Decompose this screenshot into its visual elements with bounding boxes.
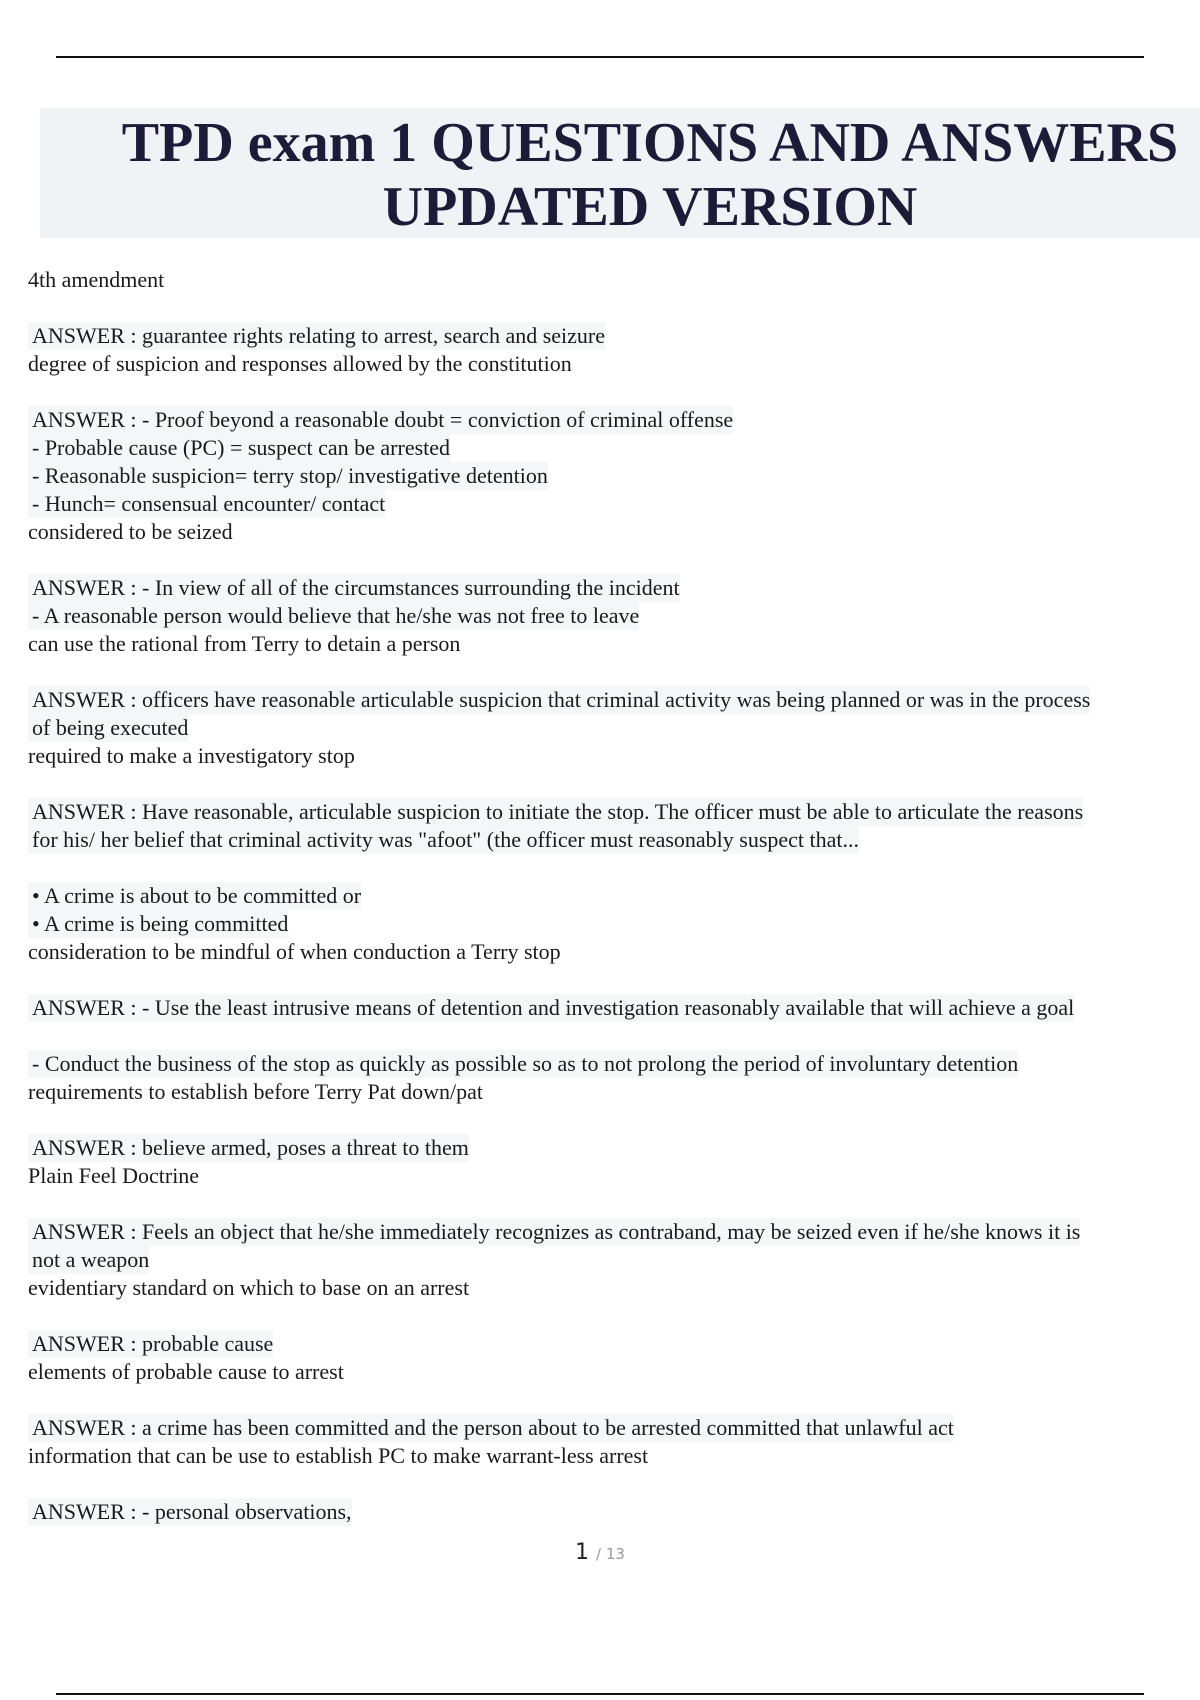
answer-block	[28, 406, 1200, 518]
question-text	[28, 266, 1200, 294]
question-line: can use the rational from Terry to detain a person	[28, 631, 461, 656]
question-line: elements of probable cause to arrest	[28, 1359, 344, 1384]
page-total: / 13	[596, 1545, 625, 1563]
qa-content	[28, 266, 1200, 1526]
question-line: required to make a investigatory stop	[28, 743, 355, 768]
answer-line: ANSWER : - Proof beyond a reasonable doubt = conviction of criminal offense	[28, 406, 1200, 434]
page-indicator	[0, 1540, 1200, 1565]
title-line-2: UPDATED VERSION	[382, 176, 918, 238]
paragraph-gap	[28, 1470, 1200, 1498]
question-text	[28, 938, 1200, 966]
question-line: Plain Feel Doctrine	[28, 1163, 200, 1188]
answer-line: ANSWER : Have reasonable, articulable suspicion to initiate the stop. The officer must be able to articulate the reasons	[28, 798, 1200, 826]
question-text	[28, 1442, 1200, 1470]
question-text	[28, 518, 1200, 546]
paragraph-gap	[28, 1106, 1200, 1134]
answer-block	[28, 1218, 1200, 1274]
page-current: 1	[575, 1540, 590, 1565]
question-text	[28, 1078, 1200, 1106]
paragraph-gap	[28, 1386, 1200, 1414]
answer-line: • A crime is about to be committed or	[28, 882, 1200, 910]
blank-line	[28, 1022, 1200, 1050]
answer-block	[28, 574, 1200, 630]
answer-line: not a weapon	[28, 1246, 1200, 1274]
bottom-rule	[56, 1693, 1144, 1695]
question-text	[28, 1274, 1200, 1302]
answer-line: - Probable cause (PC) = suspect can be arrested	[28, 434, 1200, 462]
answer-block	[28, 1134, 1200, 1162]
document-title	[40, 108, 1200, 238]
question-text	[28, 1162, 1200, 1190]
answer-line: ANSWER : officers have reasonable articulable suspicion that criminal activity was being planned or was in the process	[28, 686, 1200, 714]
answer-line: ANSWER : guarantee rights relating to arrest, search and seizure	[28, 322, 1200, 350]
answer-block	[28, 798, 1200, 938]
question-text	[28, 350, 1200, 378]
answer-line: - Hunch= consensual encounter/ contact	[28, 490, 1200, 518]
answer-line: - Reasonable suspicion= terry stop/ investigative detention	[28, 462, 1200, 490]
question-line: requirements to establish before Terry Pat down/pat	[28, 1079, 484, 1104]
blank-line	[28, 854, 1200, 882]
question-text	[28, 630, 1200, 658]
title-line-1: TPD exam 1 QUESTIONS AND ANSWERS	[121, 112, 1179, 174]
paragraph-gap	[28, 546, 1200, 574]
question-line: considered to be seized	[28, 519, 233, 544]
paragraph-gap	[28, 966, 1200, 994]
answer-block	[28, 1330, 1200, 1358]
paragraph-gap	[28, 658, 1200, 686]
answer-line: • A crime is being committed	[28, 910, 1200, 938]
answer-line: ANSWER : believe armed, poses a threat to them	[28, 1134, 1200, 1162]
paragraph-gap	[28, 378, 1200, 406]
answer-line: ANSWER : probable cause	[28, 1330, 1200, 1358]
question-line: degree of suspicion and responses allowed by the constitution	[28, 351, 572, 376]
paragraph-gap	[28, 294, 1200, 322]
answer-block	[28, 994, 1200, 1078]
answer-line: ANSWER : Feels an object that he/she immediately recognizes as contraband, may be seized even if he/she knows it is	[28, 1218, 1200, 1246]
answer-line: ANSWER : - personal observations,	[28, 1498, 1200, 1526]
answer-line: ANSWER : - Use the least intrusive means of detention and investigation reasonably available that will achieve a goal	[28, 994, 1200, 1022]
paragraph-gap	[28, 770, 1200, 798]
question-line: information that can be use to establish PC to make warrant-less arrest	[28, 1443, 649, 1468]
top-rule	[56, 56, 1144, 58]
question-line: consideration to be mindful of when conduction a Terry stop	[28, 939, 561, 964]
answer-line: - A reasonable person would believe that he/she was not free to leave	[28, 602, 1200, 630]
question-text	[28, 742, 1200, 770]
answer-line: ANSWER : - In view of all of the circumstances surrounding the incident	[28, 574, 1200, 602]
answer-line: ANSWER : a crime has been committed and the person about to be arrested committed that unlawful act	[28, 1414, 1200, 1442]
paragraph-gap	[28, 1190, 1200, 1218]
question-line: 4th amendment	[28, 267, 165, 292]
answer-block	[28, 1498, 1200, 1526]
question-line: evidentiary standard on which to base on an arrest	[28, 1275, 470, 1300]
answer-line: - Conduct the business of the stop as quickly as possible so as to not prolong the period of involuntary detention	[28, 1050, 1200, 1078]
paragraph-gap	[28, 1302, 1200, 1330]
answer-block	[28, 686, 1200, 742]
answer-line: of being executed	[28, 714, 1200, 742]
answer-block	[28, 322, 1200, 350]
answer-block	[28, 1414, 1200, 1442]
question-text	[28, 1358, 1200, 1386]
answer-line: for his/ her belief that criminal activity was "afoot" (the officer must reasonably suspect that...	[28, 826, 1200, 854]
